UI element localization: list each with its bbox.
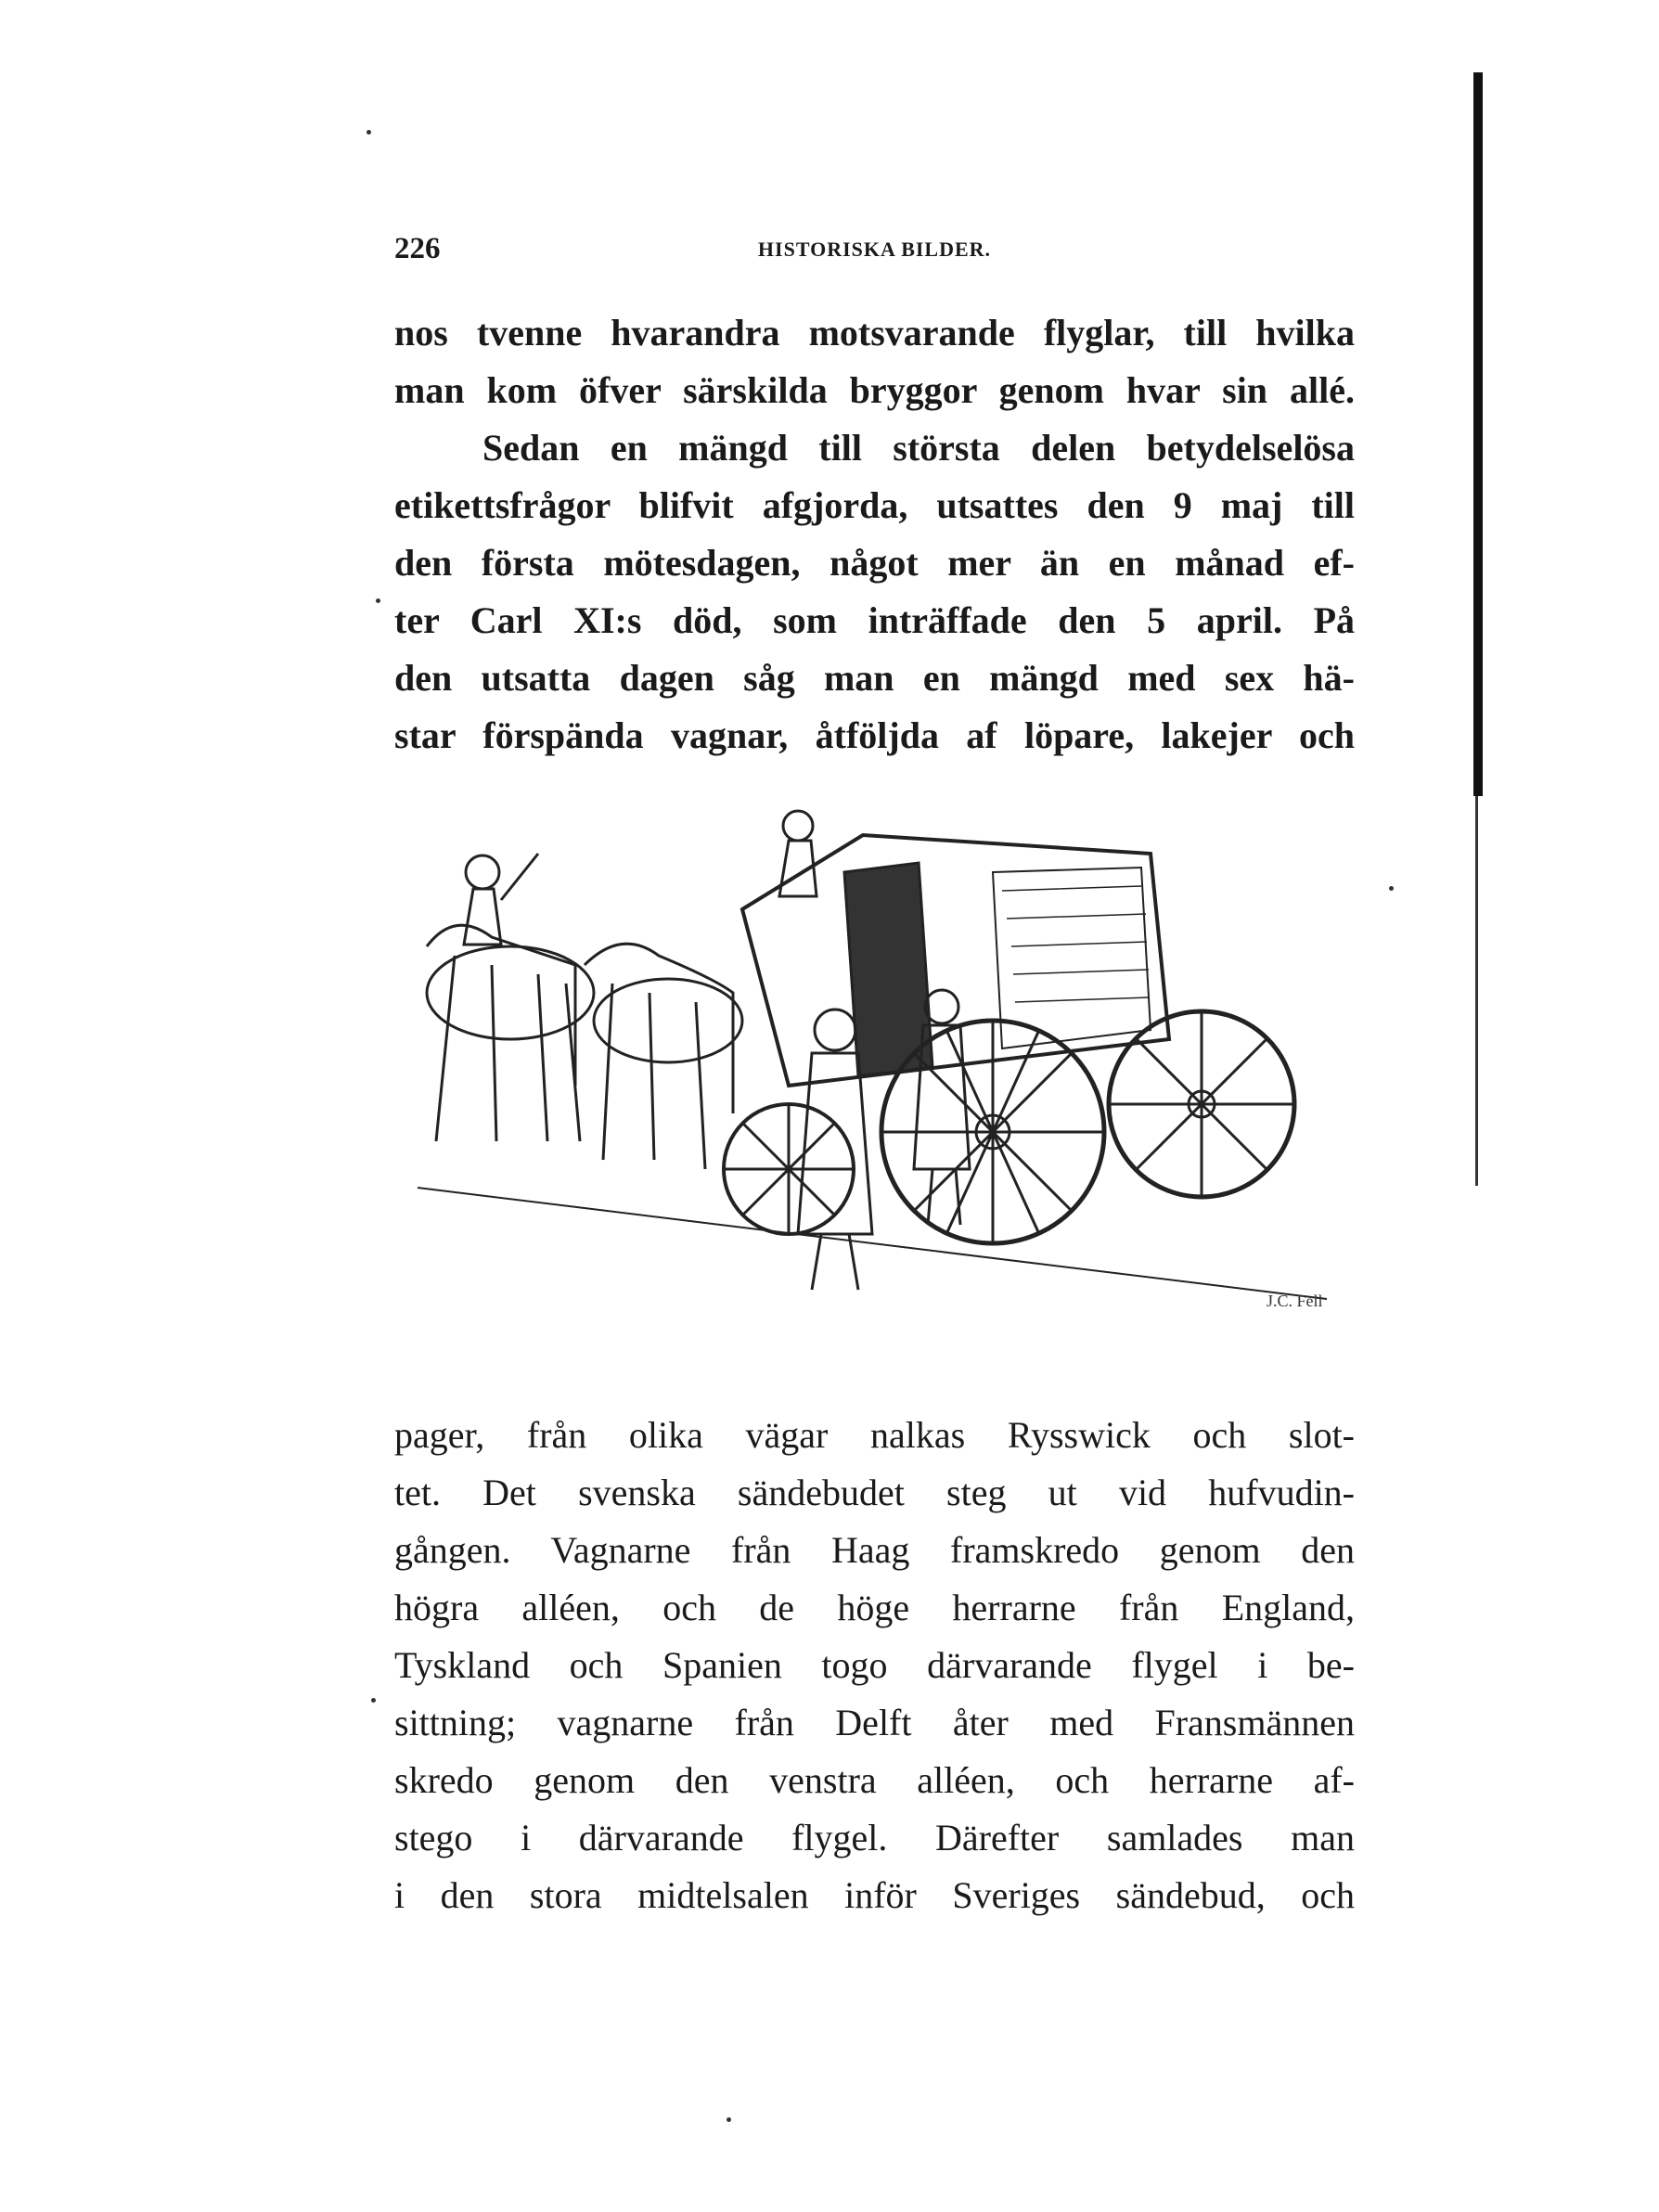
text-line: ter Carl XI:s död, som inträffade den 5 april. På	[394, 599, 1355, 641]
scan-margin-line	[1475, 796, 1478, 1186]
carriage-engraving	[399, 798, 1359, 1355]
text-line: sittning; vagnarne från Delft åter med Fransmännen	[394, 1702, 1355, 1743]
carriage-illustration	[399, 798, 1359, 1355]
text-line: Sedan en mängd till största delen betydelselösa	[482, 427, 1355, 469]
scan-speck	[727, 2117, 731, 2122]
running-head: HISTORISKA BILDER.	[757, 238, 992, 261]
horse-team	[427, 925, 742, 1169]
text-line: nos tvenne hvarandra motsvarande flyglar, till hvilka	[394, 312, 1355, 354]
text-line: i den stora midtelsalen inför Sveriges sändebud, och	[394, 1874, 1355, 1916]
text-line: gången. Vagnarne från Haag framskredo genom den	[394, 1529, 1355, 1571]
text-line: Tyskland och Spanien togo därvarande flygel i be-	[394, 1644, 1355, 1686]
text-line: högra alléen, och de höge herrarne från England,	[394, 1587, 1355, 1628]
carriage-body	[742, 811, 1169, 1086]
page-header	[394, 232, 1355, 269]
text-line: den första mötesdagen, något mer än en månad ef-	[394, 542, 1355, 584]
scan-speck	[367, 130, 371, 135]
postilion-rider	[464, 854, 538, 945]
text-line: den utsatta dagen såg man en mängd med sex hä-	[394, 657, 1355, 699]
text-line: etikettsfrågor blifvit afgjorda, utsattes den 9 maj till	[394, 484, 1355, 526]
page-number: 226	[394, 232, 441, 265]
text-line: man kom öfver särskilda bryggor genom hvar sin allé.	[394, 369, 1355, 411]
text-line: stego i därvarande flygel. Därefter samlades man	[394, 1817, 1355, 1858]
text-line: skredo genom den venstra alléen, och herrarne af-	[394, 1759, 1355, 1801]
carriage-wheels	[724, 1011, 1294, 1243]
scan-speck	[376, 598, 380, 603]
artist-signature: J.C. Fell	[1267, 1292, 1323, 1310]
text-line: pager, från olika vägar nalkas Rysswick och slot-	[394, 1414, 1355, 1456]
footman-figure	[914, 990, 970, 1225]
text-line: tet. Det svenska sändebudet steg ut vid hufvudin-	[394, 1472, 1355, 1513]
scan-speck	[371, 1698, 376, 1703]
scan-speck	[1389, 886, 1394, 891]
scan-margin-shadow	[1473, 72, 1483, 796]
text-line: star förspända vagnar, åtföljda af löpare, lakejer och	[394, 714, 1355, 756]
